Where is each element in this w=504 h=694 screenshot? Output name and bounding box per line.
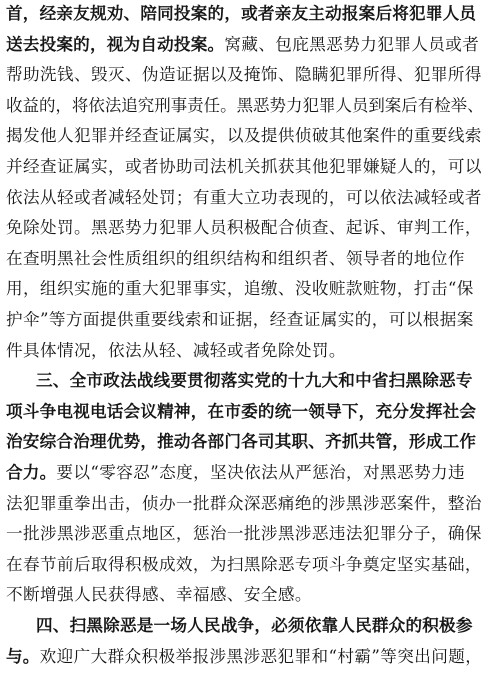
text-run: 帮助洗钱、毁灭、伪造证据以及掩饰、隐瞒犯罪所得、犯罪所得	[6, 65, 482, 85]
text-line	[6, 459, 465, 487]
text-line	[36, 367, 473, 395]
text-line	[6, 337, 346, 365]
text-run: 护伞”等方面提供重要线索和证据，经查证属实的，可以根据案	[6, 310, 474, 329]
text-line	[6, 275, 474, 303]
text-run: 件具体情况，依法从轻、减轻或者免除处罚。	[6, 340, 346, 360]
text-line	[6, 122, 482, 150]
bold-text-run: 首，经亲友规劝、陪同投案的，或者亲友主动报案后将犯罪人员	[6, 4, 477, 23]
text-line	[6, 490, 482, 518]
text-line	[6, 520, 482, 548]
bold-text-run: 三、全市政法战线要贯彻落实党的十九大和中省扫黑除恶专	[36, 371, 473, 391]
text-line	[6, 61, 482, 89]
text-line	[6, 0, 476, 28]
text-run: 法犯罪重拳出击，侦办一批群众深恶痛绝的涉黑涉恶案件，整治	[6, 493, 482, 513]
text-line	[6, 551, 482, 579]
text-run: 免除处罚。黑恶势力犯罪人员积极配合侦查、起诉、审判工作，	[6, 218, 482, 238]
text-line	[6, 214, 482, 242]
bold-text-run: 四、扫黑除恶是一场人民战争，必须依靠人民群众的积极参	[36, 616, 473, 635]
text-line	[6, 428, 476, 456]
text-line	[6, 184, 482, 212]
bold-text-run: 送去投案的，视为自动投案。	[6, 34, 225, 54]
text-run: 依法从轻或者减轻处罚；有重大立功表现的，可以依法减轻或者	[6, 187, 482, 207]
text-run: 并经查证属实，或者协助司法机关抓获其他犯罪嫌疑人的，可以	[6, 157, 482, 176]
text-line	[6, 153, 482, 181]
text-run: 一批涉黑涉恶重点地区，惩治一批涉黑涉恶违法犯罪分子，确保	[6, 524, 482, 544]
text-line	[6, 245, 465, 273]
text-line	[36, 612, 473, 640]
text-run: 不断增强人民获得感、幸福感、安全感。	[6, 585, 312, 605]
text-run: 在查明黑社会性质组织的组织结构和组织者、领导者的地位作	[6, 248, 465, 268]
bold-text-run: 项斗争电视电话会议精神，在市委的统一领导下，充分发挥社会	[6, 401, 477, 421]
text-run: 欢迎广大群众积极举报涉黑涉恶犯罪和“村霸”等突出问题，	[39, 646, 483, 666]
text-run: 收益的，将依法追究刑事责任。黑恶势力犯罪人员到案后有检举、	[6, 95, 484, 115]
text-run: 用，组织实施的重大犯罪事实，追缴、没收赃款赃物，打击“保	[6, 279, 474, 299]
bold-text-run: 与。	[6, 646, 40, 666]
text-line	[6, 581, 312, 609]
text-line	[6, 92, 484, 120]
text-run: 在春节前后取得积极成效，为扫黑除恶专项斗争奠定坚实基础，	[6, 554, 482, 574]
bold-text-run: 治安综合治理优势，推动各部门各司其职、齐抓共管，形成工作	[6, 432, 477, 452]
text-line	[6, 398, 476, 426]
text-line	[6, 306, 474, 334]
text-run: 要以“零容忍”态度，坚决依法从严惩治，对黑恶势力违	[56, 463, 466, 482]
text-line	[6, 31, 479, 59]
bold-text-run: 合力。	[6, 463, 57, 482]
text-run: 窝藏、包庇黑恶势力犯罪人员或者	[224, 34, 480, 54]
text-run: 揭发他人犯罪并经查证属实，以及提供侦破其他案件的重要线索	[6, 126, 482, 146]
text-line	[6, 643, 482, 671]
